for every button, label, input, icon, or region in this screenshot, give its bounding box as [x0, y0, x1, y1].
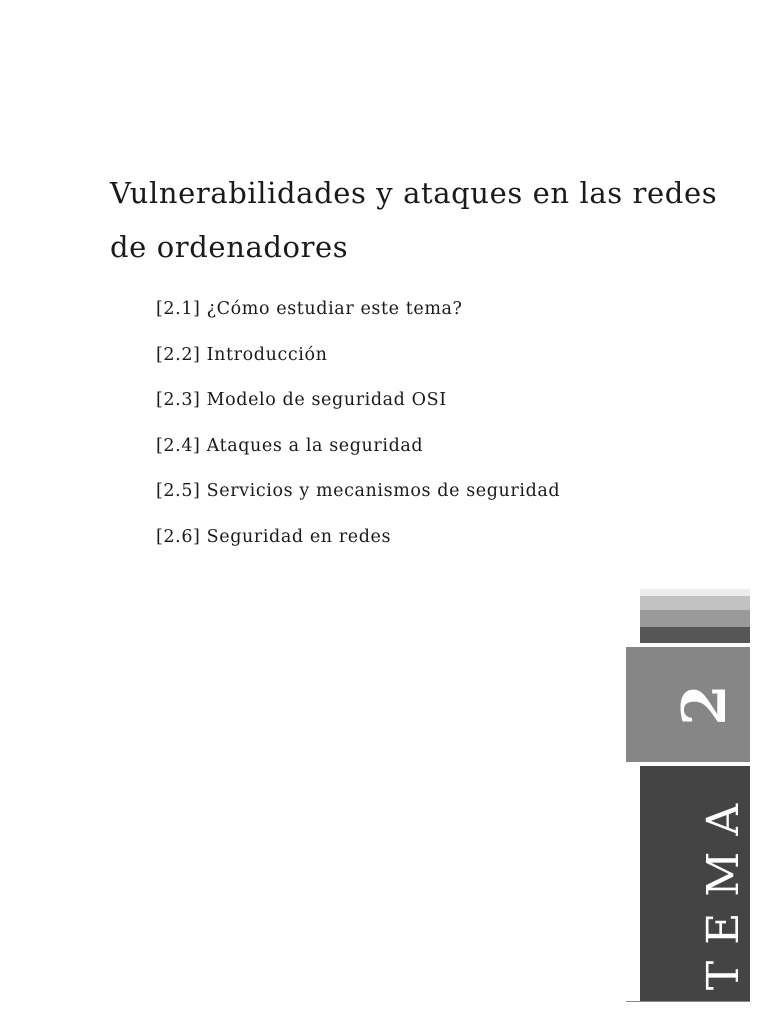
toc-item: [2.1] ¿Cómo estudiar este tema? [156, 299, 463, 319]
chapter-number: 2 [670, 684, 740, 726]
toc-item: [2.4] Ataques a la seguridad [156, 435, 424, 456]
toc-item: [2.3] Modelo de seguridad OSI [156, 390, 447, 410]
toc-item: [2.5] Servicios y mecanismos de seguridad [156, 481, 561, 501]
toc-item: [2.6] Seguridad en redes [156, 526, 392, 547]
tab-stripe-lightgray [640, 596, 750, 610]
table-of-contents [156, 296, 560, 569]
tab-stripe-dark [640, 627, 750, 643]
divider [626, 1001, 750, 1002]
chapter-label: TEMA [697, 787, 749, 991]
page-title: Vulnerabilidades y ataques en las redes de ordenadores [110, 176, 718, 264]
tab-stripe-gray [640, 610, 750, 627]
tab-stripe-light [640, 589, 750, 596]
toc-item: [2.2] Introducción [156, 344, 328, 365]
